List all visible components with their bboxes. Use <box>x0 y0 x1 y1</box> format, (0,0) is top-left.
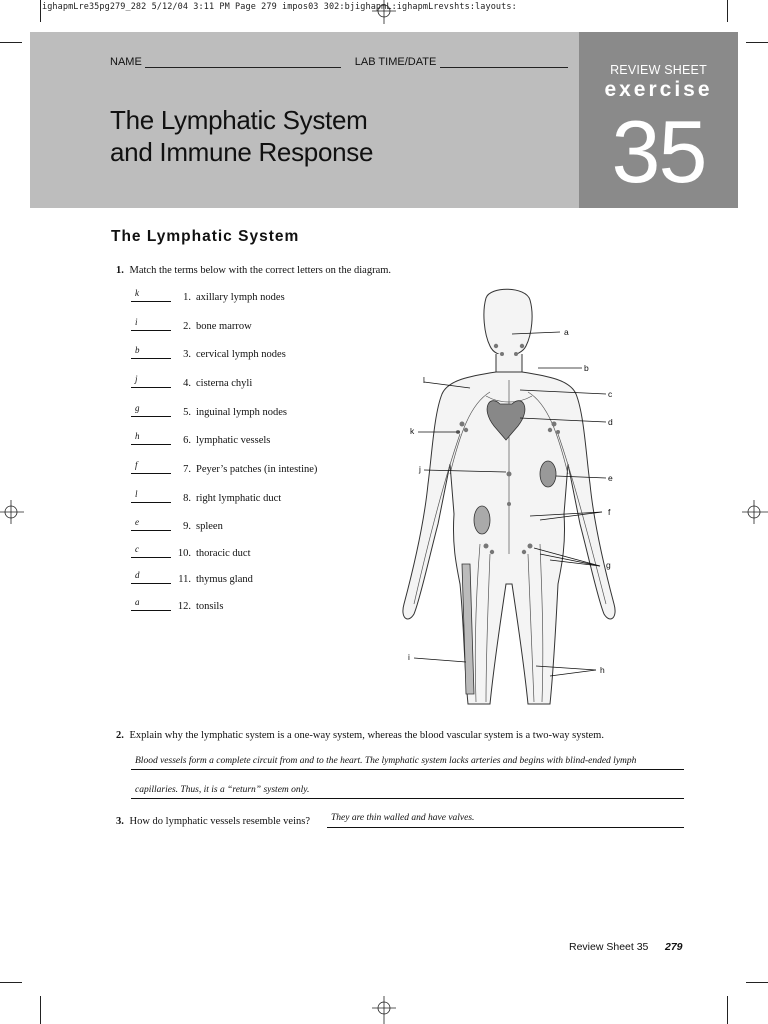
answer-field[interactable]: b <box>131 345 171 359</box>
lymphatic-system-diagram <box>390 284 630 716</box>
crop-mark <box>746 982 768 983</box>
print-slug: ighapmLre35pg279_282 5/12/04 3:11 PM Page 279 impos03 302:bjighapmL:ighapmLrevshts:layouts: <box>42 2 517 12</box>
question-1 <box>116 265 391 276</box>
item-number: 1. <box>183 292 191 303</box>
label-a: a <box>564 327 569 337</box>
answer-field[interactable]: c <box>131 544 171 558</box>
registration-mark-icon <box>370 0 398 24</box>
item-number: 12. <box>177 601 191 612</box>
item-number: 5. <box>183 407 191 418</box>
review-sheet-label: REVIEW SHEET <box>610 63 707 77</box>
answer-field[interactable]: g <box>131 403 171 417</box>
answer-line[interactable]: capillaries. Thus, it is a “return” system only. <box>131 785 684 799</box>
section-title: The Lymphatic System <box>111 228 300 245</box>
item-label: axillary lymph nodes <box>196 292 285 303</box>
question-number: 3. <box>116 816 124 827</box>
crop-mark <box>40 996 41 1024</box>
exercise-label: exercise <box>604 78 713 101</box>
answer-field[interactable]: f <box>131 460 171 474</box>
item-label: right lymphatic duct <box>196 493 282 504</box>
answer-field[interactable]: k <box>131 288 171 302</box>
question-number: 2. <box>116 730 124 741</box>
item-number: 2. <box>183 321 191 332</box>
item-number: 3. <box>183 349 191 360</box>
header-banner <box>30 32 580 208</box>
lab-time-label: LAB TIME/DATE <box>354 56 437 68</box>
answer-line[interactable]: Blood vessels form a complete circuit from and to the heart. The lymphatic system lacks arteries and begins with blind-ended lymph <box>131 756 684 770</box>
question-text: Explain why the lymphatic system is a one-way system, whereas the blood vascular system is a two-way system. <box>129 730 604 741</box>
exercise-badge <box>579 32 738 208</box>
name-row <box>110 56 568 68</box>
title-line-1: The Lymphatic System <box>110 105 368 135</box>
item-label: cisterna chyli <box>196 378 253 389</box>
item-number: 6. <box>183 435 191 446</box>
label-b: b <box>584 363 589 373</box>
label-h: h <box>600 665 605 675</box>
label-j: j <box>419 464 421 474</box>
item-number: 4. <box>183 378 191 389</box>
crop-mark <box>727 0 728 22</box>
item-label: inguinal lymph nodes <box>196 407 287 418</box>
crop-mark <box>746 42 768 43</box>
item-label: lymphatic vessels <box>196 435 271 446</box>
item-number: 8. <box>183 493 191 504</box>
kidney-icon <box>474 506 490 534</box>
question-number: 1. <box>116 265 124 276</box>
label-c: c <box>608 389 613 399</box>
label-l: l <box>423 375 425 385</box>
question-text: Match the terms below with the correct letters on the diagram. <box>129 265 392 276</box>
label-i: i <box>408 652 410 662</box>
answer-field[interactable]: d <box>131 570 171 584</box>
item-label: spleen <box>196 521 223 532</box>
page-number: 279 <box>665 941 683 953</box>
item-label: thoracic duct <box>196 548 251 559</box>
registration-mark-icon <box>370 996 398 1024</box>
label-f: f <box>608 507 611 517</box>
title-line-2: and Immune Response <box>110 137 374 167</box>
item-label: cervical lymph nodes <box>196 349 286 360</box>
crop-mark <box>727 996 728 1024</box>
page-title <box>110 104 373 168</box>
answer-field[interactable]: e <box>131 517 171 531</box>
answer-line[interactable]: They are thin walled and have valves. <box>327 813 684 828</box>
label-e: e <box>608 473 613 483</box>
crop-mark <box>40 0 41 22</box>
crop-mark <box>0 982 22 983</box>
item-label: Peyer’s patches (in intestine) <box>196 464 318 475</box>
exercise-number: 35 <box>611 102 706 201</box>
lab-time-field[interactable] <box>440 57 568 68</box>
answer-field[interactable]: h <box>131 431 171 445</box>
crop-mark <box>0 42 22 43</box>
item-number: 7. <box>183 464 191 475</box>
question-text: How do lymphatic vessels resemble veins? <box>129 816 310 827</box>
item-label: thymus gland <box>196 574 253 585</box>
label-g: g <box>606 560 611 570</box>
item-label: bone marrow <box>196 321 252 332</box>
item-number: 10. <box>177 548 191 559</box>
registration-mark-icon <box>0 498 24 526</box>
item-number: 11. <box>178 574 191 585</box>
spleen-icon <box>540 461 556 487</box>
question-3 <box>116 816 310 827</box>
item-label: tonsils <box>196 601 224 612</box>
item-number: 9. <box>183 521 191 532</box>
answer-field[interactable]: l <box>131 489 171 503</box>
answer-field[interactable]: i <box>131 317 171 331</box>
name-label: NAME <box>110 56 142 68</box>
answer-field[interactable]: j <box>131 374 171 388</box>
question-2 <box>116 730 604 741</box>
registration-mark-icon <box>742 498 768 526</box>
answer-field[interactable]: a <box>131 597 171 611</box>
name-field[interactable] <box>145 57 341 68</box>
label-d: d <box>608 417 613 427</box>
label-k: k <box>410 426 415 436</box>
footer-label: Review Sheet 35 <box>569 941 649 953</box>
